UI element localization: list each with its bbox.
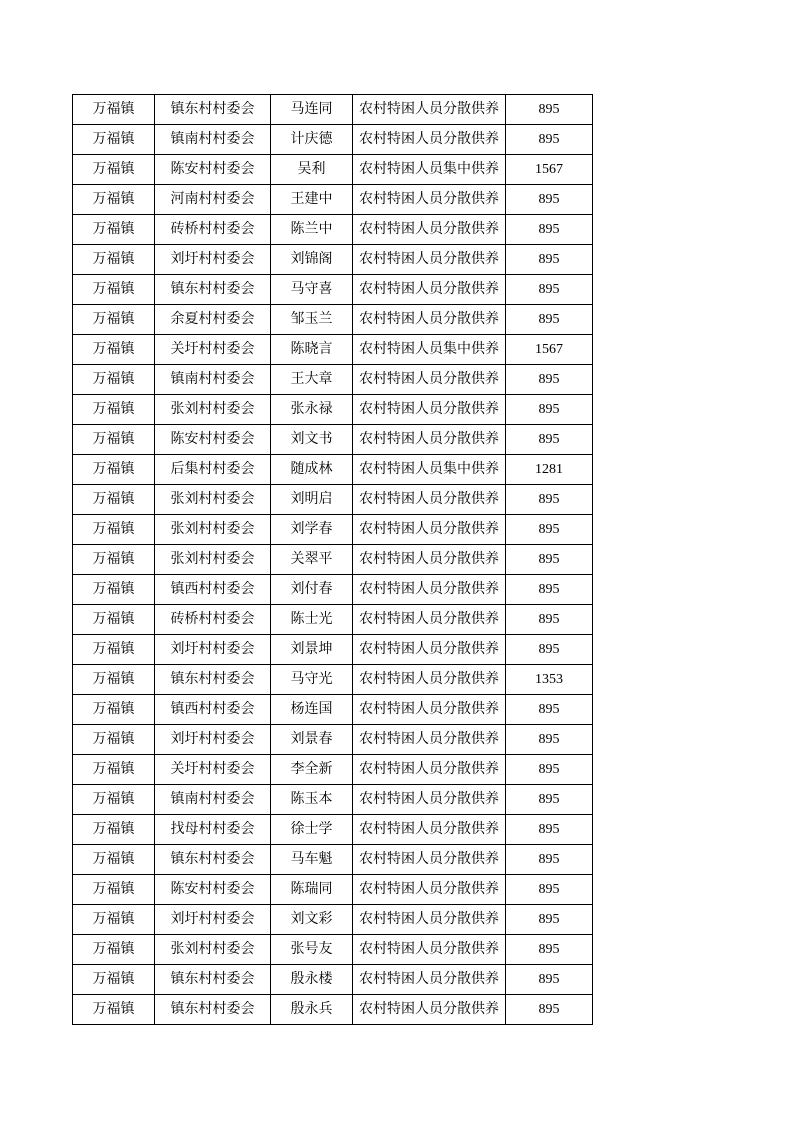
table-row [73, 665, 593, 695]
table-row [73, 575, 593, 605]
person-name-cell: 刘景春 [271, 725, 353, 755]
village-committee-cell: 张刘村村委会 [155, 515, 271, 545]
support-type-cell: 农村特困人员分散供养 [353, 725, 506, 755]
town-cell: 万福镇 [73, 635, 155, 665]
town-cell: 万福镇 [73, 335, 155, 365]
town-cell: 万福镇 [73, 155, 155, 185]
amount-cell: 895 [506, 425, 593, 455]
support-type-cell: 农村特困人员分散供养 [353, 605, 506, 635]
table-row [73, 365, 593, 395]
amount-cell: 1281 [506, 455, 593, 485]
person-name-cell: 刘付春 [271, 575, 353, 605]
town-cell: 万福镇 [73, 215, 155, 245]
village-committee-cell: 砖桥村村委会 [155, 215, 271, 245]
person-name-cell: 马连同 [271, 95, 353, 125]
support-type-cell: 农村特困人员分散供养 [353, 395, 506, 425]
table-body [73, 95, 593, 1025]
person-name-cell: 王大章 [271, 365, 353, 395]
person-name-cell: 徐士学 [271, 815, 353, 845]
person-name-cell: 陈晓言 [271, 335, 353, 365]
person-name-cell: 陈兰中 [271, 215, 353, 245]
town-cell: 万福镇 [73, 95, 155, 125]
support-type-cell: 农村特困人员分散供养 [353, 635, 506, 665]
village-committee-cell: 陈安村村委会 [155, 425, 271, 455]
table-row [73, 635, 593, 665]
town-cell: 万福镇 [73, 785, 155, 815]
village-committee-cell: 镇南村村委会 [155, 785, 271, 815]
support-type-cell: 农村特困人员分散供养 [353, 515, 506, 545]
person-name-cell: 殷永兵 [271, 995, 353, 1025]
person-name-cell: 陈瑞同 [271, 875, 353, 905]
person-name-cell: 计庆德 [271, 125, 353, 155]
person-name-cell: 王建中 [271, 185, 353, 215]
amount-cell: 895 [506, 725, 593, 755]
support-type-cell: 农村特困人员分散供养 [353, 425, 506, 455]
village-committee-cell: 河南村村委会 [155, 185, 271, 215]
amount-cell: 895 [506, 395, 593, 425]
village-committee-cell: 镇西村村委会 [155, 575, 271, 605]
support-type-cell: 农村特困人员分散供养 [353, 845, 506, 875]
town-cell: 万福镇 [73, 485, 155, 515]
amount-cell: 895 [506, 305, 593, 335]
person-name-cell: 刘文彩 [271, 905, 353, 935]
amount-cell: 895 [506, 635, 593, 665]
person-name-cell: 陈玉本 [271, 785, 353, 815]
support-type-cell: 农村特困人员分散供养 [353, 785, 506, 815]
table-row [73, 455, 593, 485]
village-committee-cell: 后集村村委会 [155, 455, 271, 485]
town-cell: 万福镇 [73, 695, 155, 725]
amount-cell: 1353 [506, 665, 593, 695]
village-committee-cell: 关圩村村委会 [155, 755, 271, 785]
table-row [73, 965, 593, 995]
town-cell: 万福镇 [73, 545, 155, 575]
town-cell: 万福镇 [73, 845, 155, 875]
table-row [73, 215, 593, 245]
person-name-cell: 刘景坤 [271, 635, 353, 665]
village-committee-cell: 张刘村村委会 [155, 935, 271, 965]
table-row [73, 305, 593, 335]
town-cell: 万福镇 [73, 815, 155, 845]
town-cell: 万福镇 [73, 305, 155, 335]
person-name-cell: 杨连国 [271, 695, 353, 725]
town-cell: 万福镇 [73, 425, 155, 455]
village-committee-cell: 镇南村村委会 [155, 365, 271, 395]
town-cell: 万福镇 [73, 995, 155, 1025]
town-cell: 万福镇 [73, 515, 155, 545]
person-name-cell: 关翠平 [271, 545, 353, 575]
village-committee-cell: 刘圩村村委会 [155, 245, 271, 275]
town-cell: 万福镇 [73, 455, 155, 485]
table-row [73, 845, 593, 875]
village-committee-cell: 张刘村村委会 [155, 395, 271, 425]
amount-cell: 895 [506, 995, 593, 1025]
table-row [73, 785, 593, 815]
support-type-cell: 农村特困人员分散供养 [353, 275, 506, 305]
amount-cell: 895 [506, 785, 593, 815]
town-cell: 万福镇 [73, 275, 155, 305]
amount-cell: 1567 [506, 155, 593, 185]
person-name-cell: 殷永楼 [271, 965, 353, 995]
amount-cell: 895 [506, 485, 593, 515]
village-committee-cell: 刘圩村村委会 [155, 635, 271, 665]
table-row [73, 935, 593, 965]
village-committee-cell: 镇南村村委会 [155, 125, 271, 155]
support-type-cell: 农村特困人员分散供养 [353, 965, 506, 995]
town-cell: 万福镇 [73, 185, 155, 215]
village-committee-cell: 张刘村村委会 [155, 545, 271, 575]
amount-cell: 895 [506, 815, 593, 845]
amount-cell: 1567 [506, 335, 593, 365]
table-row [73, 335, 593, 365]
amount-cell: 895 [506, 215, 593, 245]
amount-cell: 895 [506, 515, 593, 545]
amount-cell: 895 [506, 365, 593, 395]
support-type-cell: 农村特困人员分散供养 [353, 215, 506, 245]
support-type-cell: 农村特困人员分散供养 [353, 125, 506, 155]
amount-cell: 895 [506, 275, 593, 305]
support-type-cell: 农村特困人员分散供养 [353, 905, 506, 935]
support-type-cell: 农村特困人员分散供养 [353, 185, 506, 215]
amount-cell: 895 [506, 545, 593, 575]
person-name-cell: 刘锦阁 [271, 245, 353, 275]
person-name-cell: 马车魁 [271, 845, 353, 875]
village-committee-cell: 余夏村村委会 [155, 305, 271, 335]
person-name-cell: 陈士光 [271, 605, 353, 635]
town-cell: 万福镇 [73, 965, 155, 995]
table-row [73, 155, 593, 185]
person-name-cell: 李全新 [271, 755, 353, 785]
support-type-cell: 农村特困人员分散供养 [353, 245, 506, 275]
town-cell: 万福镇 [73, 905, 155, 935]
amount-cell: 895 [506, 125, 593, 155]
support-type-cell: 农村特困人员分散供养 [353, 875, 506, 905]
village-committee-cell: 张刘村村委会 [155, 485, 271, 515]
amount-cell: 895 [506, 605, 593, 635]
table-row [73, 725, 593, 755]
table-row [73, 815, 593, 845]
table-row [73, 515, 593, 545]
town-cell: 万福镇 [73, 365, 155, 395]
table-row [73, 755, 593, 785]
support-type-cell: 农村特困人员集中供养 [353, 155, 506, 185]
town-cell: 万福镇 [73, 875, 155, 905]
support-type-cell: 农村特困人员分散供养 [353, 755, 506, 785]
town-cell: 万福镇 [73, 755, 155, 785]
amount-cell: 895 [506, 935, 593, 965]
village-committee-cell: 镇东村村委会 [155, 275, 271, 305]
amount-cell: 895 [506, 965, 593, 995]
amount-cell: 895 [506, 905, 593, 935]
town-cell: 万福镇 [73, 665, 155, 695]
town-cell: 万福镇 [73, 935, 155, 965]
table-row [73, 395, 593, 425]
person-name-cell: 刘明启 [271, 485, 353, 515]
person-name-cell: 张永禄 [271, 395, 353, 425]
village-committee-cell: 刘圩村村委会 [155, 725, 271, 755]
person-name-cell: 随成林 [271, 455, 353, 485]
amount-cell: 895 [506, 695, 593, 725]
town-cell: 万福镇 [73, 125, 155, 155]
table-row [73, 485, 593, 515]
relief-roster-table [72, 94, 593, 1025]
amount-cell: 895 [506, 875, 593, 905]
table-row [73, 185, 593, 215]
table-row [73, 605, 593, 635]
support-type-cell: 农村特困人员分散供养 [353, 575, 506, 605]
support-type-cell: 农村特困人员分散供养 [353, 695, 506, 725]
person-name-cell: 张号友 [271, 935, 353, 965]
village-committee-cell: 镇东村村委会 [155, 95, 271, 125]
village-committee-cell: 砖桥村村委会 [155, 605, 271, 635]
village-committee-cell: 找母村村委会 [155, 815, 271, 845]
person-name-cell: 刘文书 [271, 425, 353, 455]
town-cell: 万福镇 [73, 245, 155, 275]
table-row [73, 425, 593, 455]
support-type-cell: 农村特困人员分散供养 [353, 485, 506, 515]
village-committee-cell: 镇东村村委会 [155, 665, 271, 695]
support-type-cell: 农村特困人员分散供养 [353, 815, 506, 845]
town-cell: 万福镇 [73, 725, 155, 755]
amount-cell: 895 [506, 575, 593, 605]
table-row [73, 245, 593, 275]
support-type-cell: 农村特困人员分散供养 [353, 995, 506, 1025]
table-row [73, 125, 593, 155]
support-type-cell: 农村特困人员分散供养 [353, 365, 506, 395]
village-committee-cell: 陈安村村委会 [155, 155, 271, 185]
town-cell: 万福镇 [73, 395, 155, 425]
person-name-cell: 邹玉兰 [271, 305, 353, 335]
amount-cell: 895 [506, 95, 593, 125]
person-name-cell: 吴利 [271, 155, 353, 185]
table-row [73, 995, 593, 1025]
table-row [73, 905, 593, 935]
support-type-cell: 农村特困人员分散供养 [353, 95, 506, 125]
amount-cell: 895 [506, 845, 593, 875]
support-type-cell: 农村特困人员集中供养 [353, 335, 506, 365]
amount-cell: 895 [506, 185, 593, 215]
village-committee-cell: 镇东村村委会 [155, 845, 271, 875]
support-type-cell: 农村特困人员集中供养 [353, 455, 506, 485]
amount-cell: 895 [506, 245, 593, 275]
person-name-cell: 马守光 [271, 665, 353, 695]
support-type-cell: 农村特困人员分散供养 [353, 545, 506, 575]
village-committee-cell: 刘圩村村委会 [155, 905, 271, 935]
support-type-cell: 农村特困人员分散供养 [353, 305, 506, 335]
town-cell: 万福镇 [73, 605, 155, 635]
village-committee-cell: 镇西村村委会 [155, 695, 271, 725]
amount-cell: 895 [506, 755, 593, 785]
person-name-cell: 马守喜 [271, 275, 353, 305]
table-row [73, 95, 593, 125]
village-committee-cell: 关圩村村委会 [155, 335, 271, 365]
town-cell: 万福镇 [73, 575, 155, 605]
village-committee-cell: 镇东村村委会 [155, 965, 271, 995]
village-committee-cell: 镇东村村委会 [155, 995, 271, 1025]
village-committee-cell: 陈安村村委会 [155, 875, 271, 905]
table-row [73, 875, 593, 905]
table-row [73, 545, 593, 575]
table-row [73, 275, 593, 305]
support-type-cell: 农村特困人员分散供养 [353, 935, 506, 965]
person-name-cell: 刘学春 [271, 515, 353, 545]
support-type-cell: 农村特困人员分散供养 [353, 665, 506, 695]
table-row [73, 695, 593, 725]
